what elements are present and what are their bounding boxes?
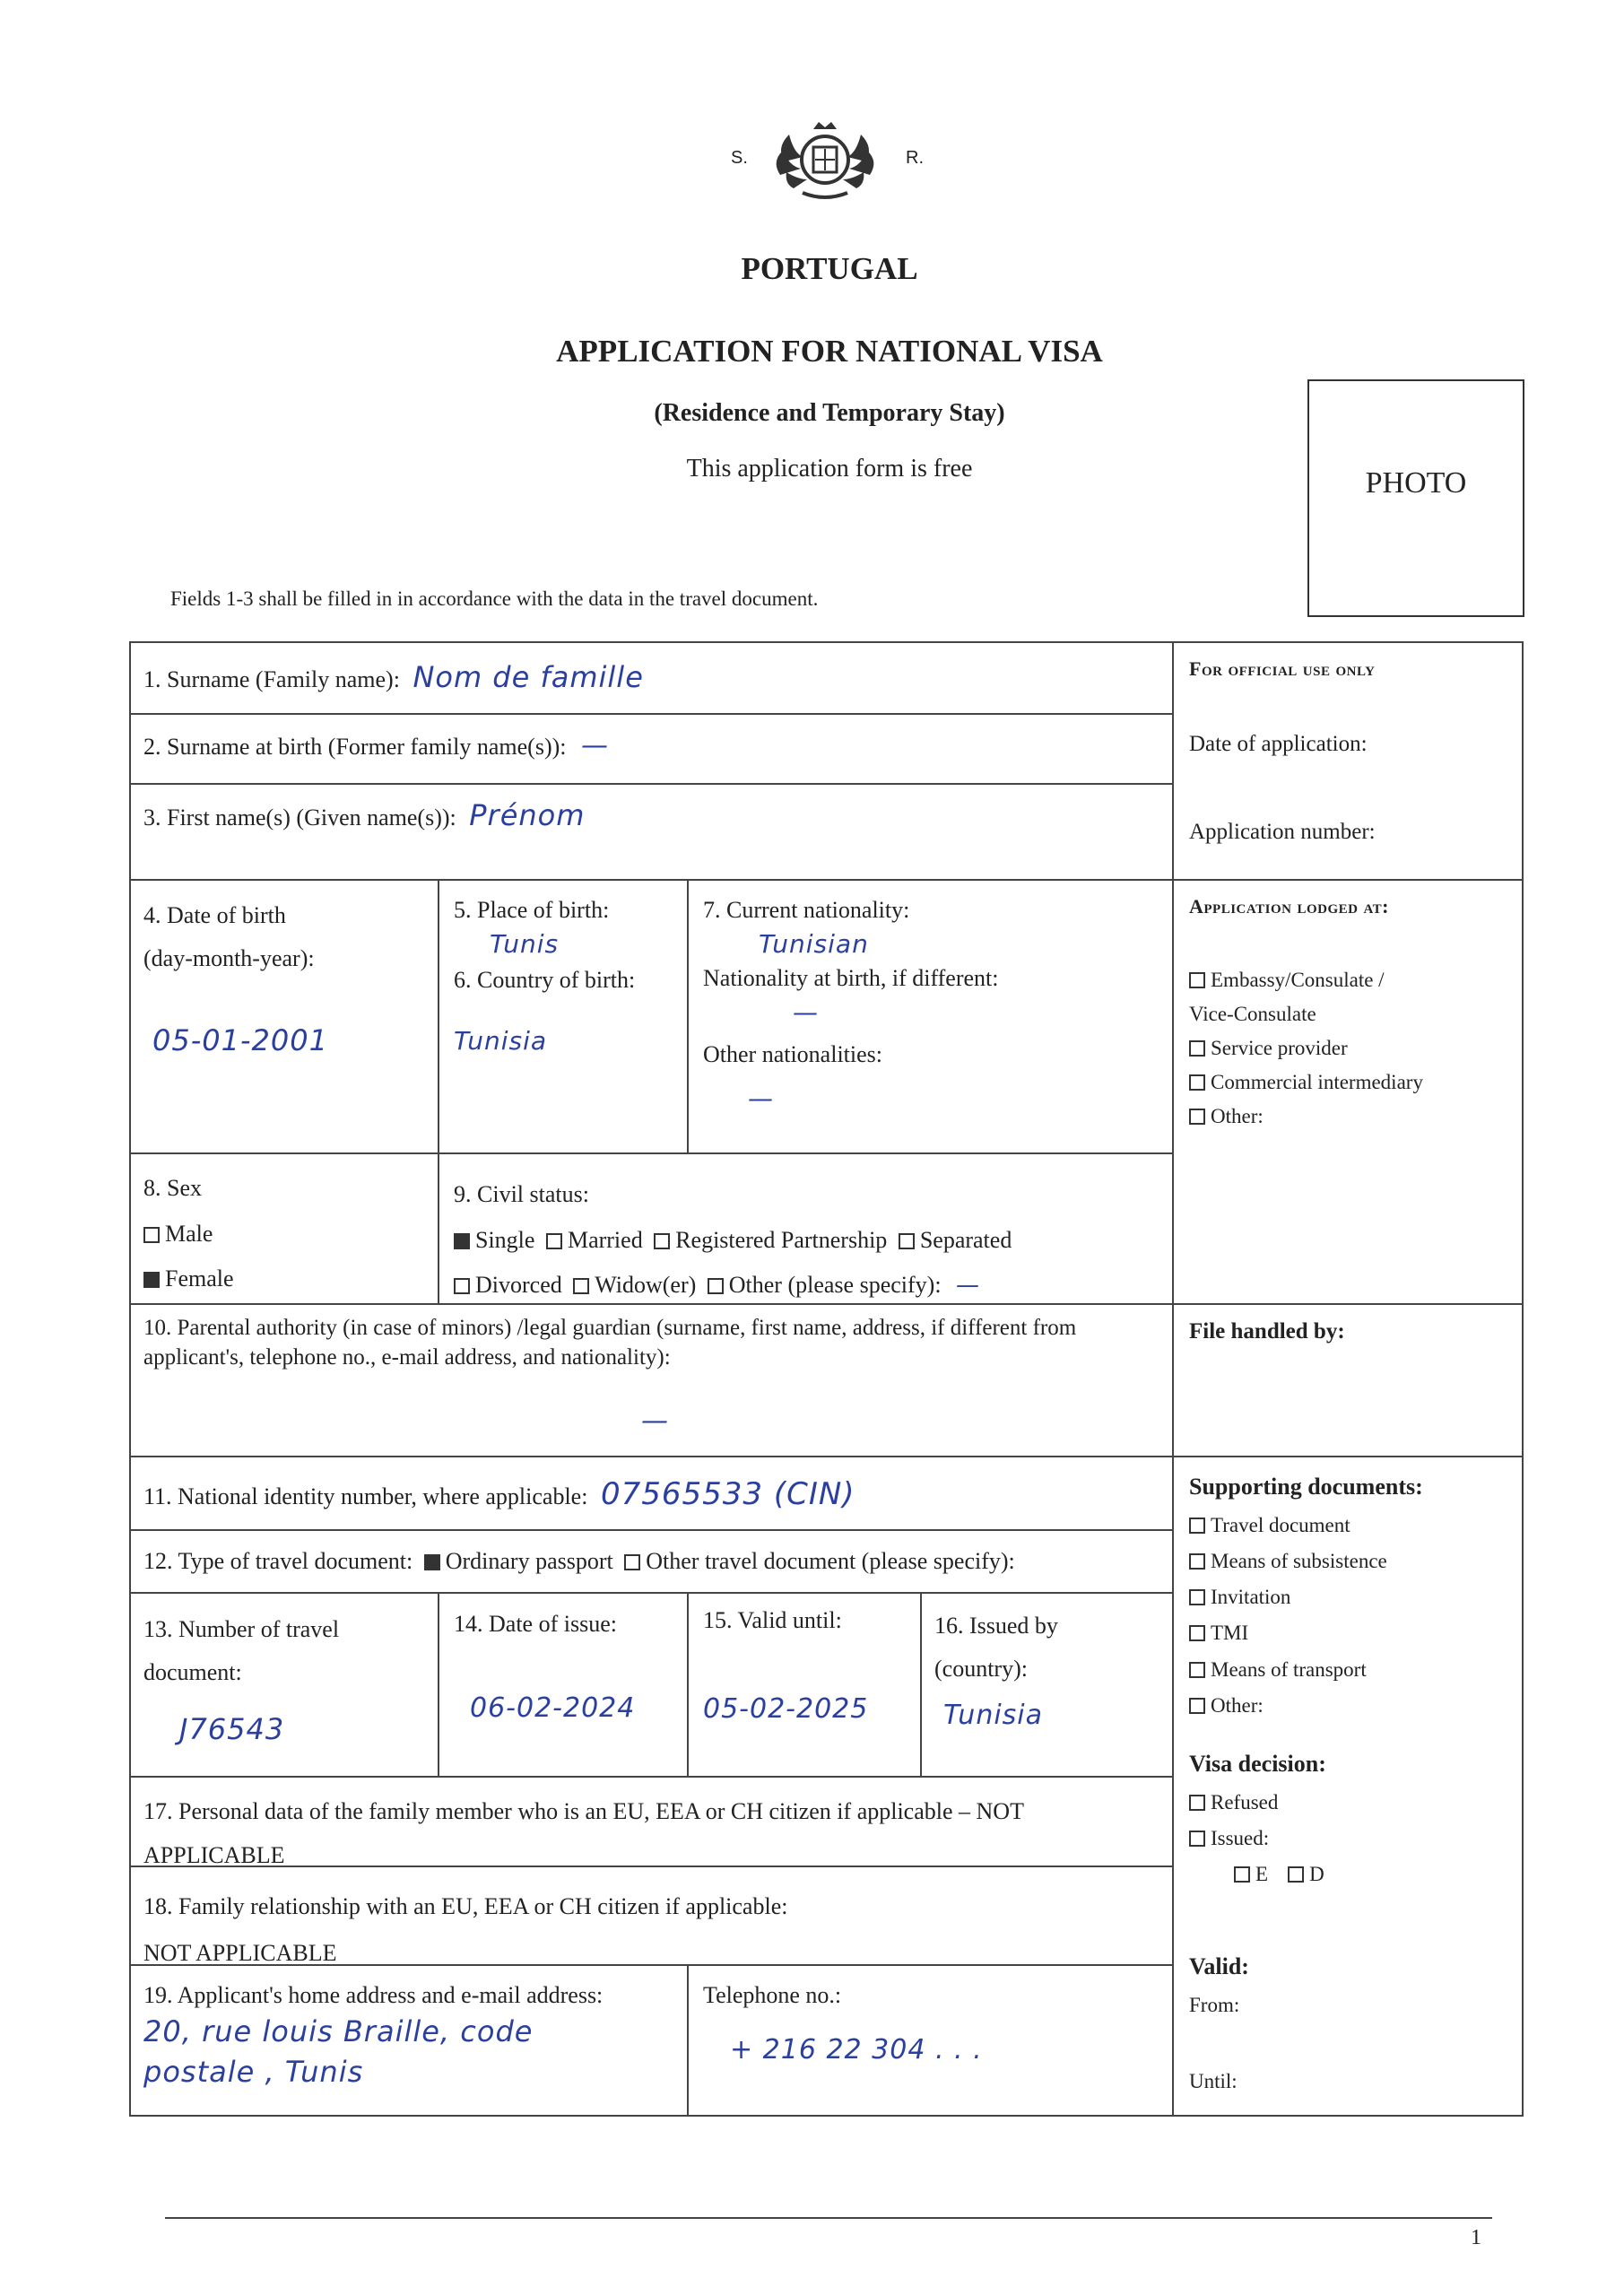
dob-label-2: (day-month-year):: [143, 945, 315, 972]
national-id-label: 11. National identity number, where applicable:: [143, 1483, 588, 1509]
sup-transport-checkbox[interactable]: [1189, 1662, 1205, 1678]
coat-of-arms-emblem: [767, 117, 883, 202]
lodged-at-section: [1189, 891, 1512, 1134]
parental-authority-label: 10. Parental authority (in case of minors) /legal guardian (surname, first name, address, if different from applicant's, telephone no., e-mail address, and nationality):: [143, 1316, 1077, 1370]
other-nationalities-value: —: [748, 1083, 774, 1113]
male-label: Male: [165, 1220, 213, 1247]
visa-decision-title: Visa decision:: [1189, 1751, 1326, 1777]
date-of-application: Date of application:: [1189, 732, 1368, 757]
field-surname[interactable]: [143, 657, 644, 698]
service-provider-label: Service provider: [1211, 1037, 1348, 1060]
issued-by-value: Tunisia: [943, 1700, 1044, 1732]
sup-tmi-checkbox[interactable]: [1189, 1625, 1205, 1641]
dob-label-1: 4. Date of birth: [143, 902, 286, 928]
embassy-label-1: Embassy/Consulate /: [1211, 969, 1385, 992]
field-valid-until[interactable]: [703, 1605, 868, 1728]
sup-tmi-label: TMI: [1211, 1622, 1249, 1645]
nationality-label: 7. Current nationality:: [703, 897, 910, 923]
telephone-value: + 216 22 304 . . .: [730, 2034, 983, 2066]
supporting-title: Supporting documents:: [1189, 1474, 1423, 1500]
issued-d-checkbox[interactable]: [1288, 1866, 1304, 1883]
civil-other-label: Other (please specify):: [728, 1272, 942, 1299]
field-first-name[interactable]: [143, 796, 585, 836]
valid-until-label: 15. Valid until:: [703, 1607, 842, 1633]
embassy-label-2: Vice-Consulate: [1189, 1003, 1316, 1026]
eu-family-member-label-1: 17. Personal data of the family member who is an EU, EEA or CH citizen if applicable – NOT: [143, 1798, 1024, 1824]
commercial-checkbox[interactable]: [1189, 1074, 1205, 1091]
ordinary-passport-checkbox[interactable]: [424, 1554, 440, 1570]
issued-label: Issued:: [1211, 1826, 1270, 1849]
country-title: PORTUGAL: [741, 251, 918, 286]
date-of-issue-label: 14. Date of issue:: [454, 1611, 617, 1637]
sup-invitation-label: Invitation: [1211, 1586, 1291, 1608]
travel-doc-number-value: J76543: [179, 1712, 285, 1747]
other-travel-doc-checkbox[interactable]: [624, 1554, 640, 1570]
commercial-label: Commercial intermediary: [1211, 1071, 1423, 1094]
refused-checkbox[interactable]: [1189, 1795, 1205, 1811]
eu-family-member-label-2: APPLICABLE: [143, 1842, 285, 1869]
service-provider-checkbox[interactable]: [1189, 1040, 1205, 1057]
nationality-at-birth-label: Nationality at birth, if different:: [703, 964, 999, 991]
sup-travel-checkbox[interactable]: [1189, 1518, 1205, 1534]
partnership-label: Registered Partnership: [675, 1226, 888, 1253]
embassy-checkbox[interactable]: [1189, 972, 1205, 988]
country-of-birth-label: 6. Country of birth:: [454, 967, 636, 993]
single-label: Single: [475, 1226, 535, 1253]
nationality-value: Tunisian: [759, 929, 869, 960]
issued-checkbox[interactable]: [1189, 1831, 1205, 1847]
official-use-section: [1189, 652, 1512, 851]
page-number: 1: [1471, 2226, 1481, 2249]
single-checkbox[interactable]: [454, 1233, 470, 1249]
divorced-label: Divorced: [475, 1272, 562, 1299]
field-civil-status[interactable]: [454, 1172, 1012, 1309]
travel-doc-number-label-1: 13. Number of travel: [143, 1616, 340, 1642]
home-address-label: 19. Applicant's home address and e-mail address:: [143, 1982, 604, 2008]
field-place-of-birth[interactable]: [454, 894, 609, 962]
issued-e-label: E: [1255, 1863, 1269, 1885]
field-country-of-birth[interactable]: [454, 964, 635, 1059]
sup-means-checkbox[interactable]: [1189, 1553, 1205, 1570]
fields-note: Fields 1-3 shall be filled in in accordance with the data in the travel document.: [170, 587, 819, 610]
photo-box: [1307, 379, 1524, 617]
telephone-label: Telephone no.:: [703, 1982, 842, 2008]
nationality-at-birth-value: —: [793, 996, 819, 1027]
widow-label: Widow(er): [595, 1272, 697, 1299]
issued-d-label: D: [1309, 1863, 1324, 1885]
valid-until-official: Until:: [1189, 2070, 1238, 2092]
field-travel-document-number[interactable]: [143, 1608, 339, 1756]
field-issued-by[interactable]: [934, 1605, 1058, 1741]
dob-value: 05-01-2001: [152, 1023, 328, 1058]
surname-at-birth-label: 2. Surname at birth (Former family name(s)):: [143, 734, 567, 760]
male-checkbox[interactable]: [143, 1227, 160, 1243]
other-nationalities-label: Other nationalities:: [703, 1041, 883, 1068]
surname-label: 1. Surname (Family name):: [143, 666, 400, 692]
married-checkbox[interactable]: [546, 1233, 562, 1249]
footer-rule: [165, 2217, 1492, 2219]
lodged-other-checkbox[interactable]: [1189, 1109, 1205, 1125]
female-checkbox[interactable]: [143, 1272, 160, 1288]
valid-title: Valid:: [1189, 1953, 1249, 1980]
valid-from: From:: [1189, 1993, 1240, 2016]
place-of-birth-label: 5. Place of birth:: [454, 897, 610, 923]
eu-relationship-value: NOT APPLICABLE: [143, 1940, 337, 1966]
lodged-other-label: Other:: [1211, 1105, 1264, 1128]
issued-by-label-1: 16. Issued by: [934, 1613, 1058, 1639]
field-eu-family-member[interactable]: [143, 1789, 1024, 1878]
form-subtitle: (Residence and Temporary Stay): [654, 399, 1005, 427]
valid-until-value: 05-02-2025: [703, 1693, 869, 1726]
issued-by-label-2: (country):: [934, 1656, 1028, 1683]
file-handled-by: File handled by:: [1189, 1319, 1345, 1344]
field-nationality[interactable]: [703, 894, 998, 1116]
field-sex[interactable]: [143, 1166, 234, 1302]
sup-means-label: Means of subsistence: [1211, 1549, 1387, 1572]
separated-label: Separated: [919, 1226, 1012, 1253]
field-date-of-issue[interactable]: [454, 1608, 635, 1727]
field-date-of-birth[interactable]: [143, 894, 328, 1067]
field-travel-document-type[interactable]: [143, 1545, 1015, 1578]
sup-invitation-checkbox[interactable]: [1189, 1589, 1205, 1605]
parental-authority-value: —: [641, 1405, 669, 1437]
header-r: R.: [906, 148, 924, 168]
sex-male-option[interactable]: [143, 1212, 234, 1257]
field-home-address[interactable]: [143, 1979, 603, 2092]
sex-female-option[interactable]: [143, 1257, 234, 1302]
divorced-checkbox[interactable]: [454, 1278, 470, 1294]
lodged-at-title: Application lodged at:: [1189, 895, 1390, 918]
header-s: S.: [731, 148, 748, 168]
field-telephone[interactable]: [703, 1979, 983, 2069]
issued-e-checkbox[interactable]: [1234, 1866, 1250, 1883]
eu-relationship-label: 18. Family relationship with an EU, EEA or CH citizen if applicable:: [143, 1893, 788, 1919]
field-surname-at-birth[interactable]: [143, 727, 609, 765]
official-use-title: For official use only: [1189, 657, 1376, 680]
field-national-id[interactable]: [143, 1474, 855, 1517]
date-of-issue-value: 06-02-2024: [470, 1692, 636, 1725]
civil-status-label: 9. Civil status:: [454, 1181, 589, 1207]
field-parental-authority[interactable]: [143, 1314, 1157, 1439]
application-number: Application number:: [1189, 819, 1376, 844]
travel-doc-number-label-2: document:: [143, 1659, 242, 1686]
supporting-documents-section: [1189, 1466, 1512, 2100]
travel-document-type-label: 12. Type of travel document:: [143, 1548, 413, 1574]
place-of-birth-value: Tunis: [490, 929, 560, 960]
ordinary-passport-label: Ordinary passport: [445, 1548, 613, 1574]
form-title: APPLICATION FOR NATIONAL VISA: [556, 334, 1103, 369]
surname-at-birth-value: —: [580, 730, 609, 761]
field-eu-relationship[interactable]: [143, 1883, 787, 1977]
national-id-value: 07565533 (CIN): [600, 1476, 855, 1512]
form-grid: [129, 641, 1524, 2117]
sup-other-checkbox[interactable]: [1189, 1698, 1205, 1714]
free-notice: This application form is free: [686, 455, 973, 483]
sup-other-label: Other:: [1211, 1693, 1264, 1717]
sup-transport-label: Means of transport: [1211, 1657, 1367, 1681]
first-name-label: 3. First name(s) (Given name(s)):: [143, 804, 456, 831]
sup-travel-label: Travel document: [1211, 1513, 1350, 1536]
separated-checkbox[interactable]: [899, 1233, 915, 1249]
home-address-value-2: postale , Tunis: [143, 2055, 364, 2090]
partnership-checkbox[interactable]: [654, 1233, 670, 1249]
civil-other-value: —: [956, 1272, 981, 1300]
other-travel-doc-label: Other travel document (please specify):: [646, 1548, 1015, 1574]
photo-label: PHOTO: [1365, 466, 1467, 500]
married-label: Married: [567, 1226, 643, 1253]
surname-value: Nom de famille: [413, 660, 644, 694]
civil-other-checkbox[interactable]: [708, 1278, 724, 1294]
female-label: Female: [165, 1265, 234, 1292]
sex-label: 8. Sex: [143, 1175, 202, 1201]
refused-label: Refused: [1211, 1790, 1279, 1813]
home-address-value-1: 20, rue louis Braille, code: [143, 2014, 534, 2049]
first-name-value: Prénom: [469, 798, 586, 832]
country-of-birth-value: Tunisia: [454, 1026, 548, 1057]
widow-checkbox[interactable]: [573, 1278, 589, 1294]
